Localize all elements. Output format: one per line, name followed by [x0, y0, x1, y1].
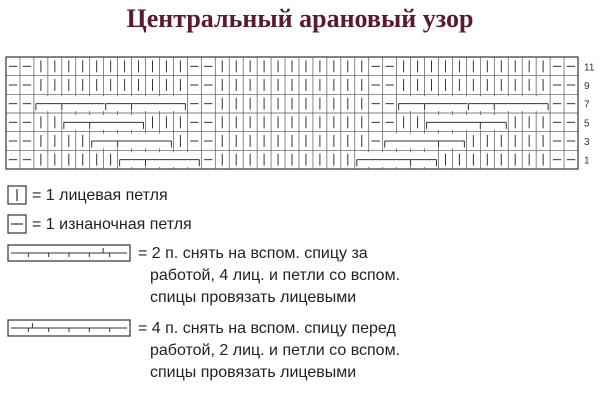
legend-purl-icon	[8, 215, 26, 233]
legend-cable-front-line-3: спицы провязать лицевыми	[150, 364, 357, 381]
legend-cable-front-icon	[8, 320, 130, 336]
row-number-label: 7	[584, 99, 590, 111]
row-number-label: 1	[584, 155, 590, 167]
cable-symbol	[91, 134, 173, 149]
legend-cable-back-line-2: работой, 4 лиц. и петли со вспом.	[150, 267, 401, 284]
row-number-label: 5	[584, 118, 590, 130]
chart-title: Центральный арановый узор	[126, 4, 474, 33]
chart-grid	[6, 57, 578, 169]
cable-symbol	[426, 115, 508, 130]
legend-cable-front-line-2: работой, 2 лиц. и петли со вспом.	[150, 342, 401, 359]
legend-icons	[8, 186, 130, 336]
legend-knit-icon	[8, 186, 26, 204]
row-number-label: 3	[584, 137, 590, 148]
row-numbers	[584, 62, 595, 166]
cable-symbol	[63, 115, 145, 130]
legend-cable-back-line-1: = 2 п. снять на вспом. спицу за	[138, 245, 368, 262]
cable-symbol	[398, 96, 480, 111]
cable-symbol	[384, 134, 466, 149]
cable-symbol	[35, 96, 117, 111]
row-number-label: 9	[584, 81, 590, 92]
cable-symbol	[105, 96, 187, 111]
legend-cable-back-icon	[8, 245, 130, 261]
cable-symbol	[467, 96, 549, 111]
cable-symbol	[356, 152, 438, 167]
legend-cable-front-line-1: = 4 п. снять на вспом. спицу перед	[138, 320, 396, 337]
row-number-label: 11	[584, 62, 595, 74]
legend-knit-label: = 1 лицевая петля	[32, 187, 168, 204]
legend-purl-label: = 1 изнаночная петля	[32, 216, 192, 233]
cable-symbol	[119, 152, 201, 167]
legend-cable-back-line-3: спицы провязать лицевыми	[150, 289, 357, 306]
